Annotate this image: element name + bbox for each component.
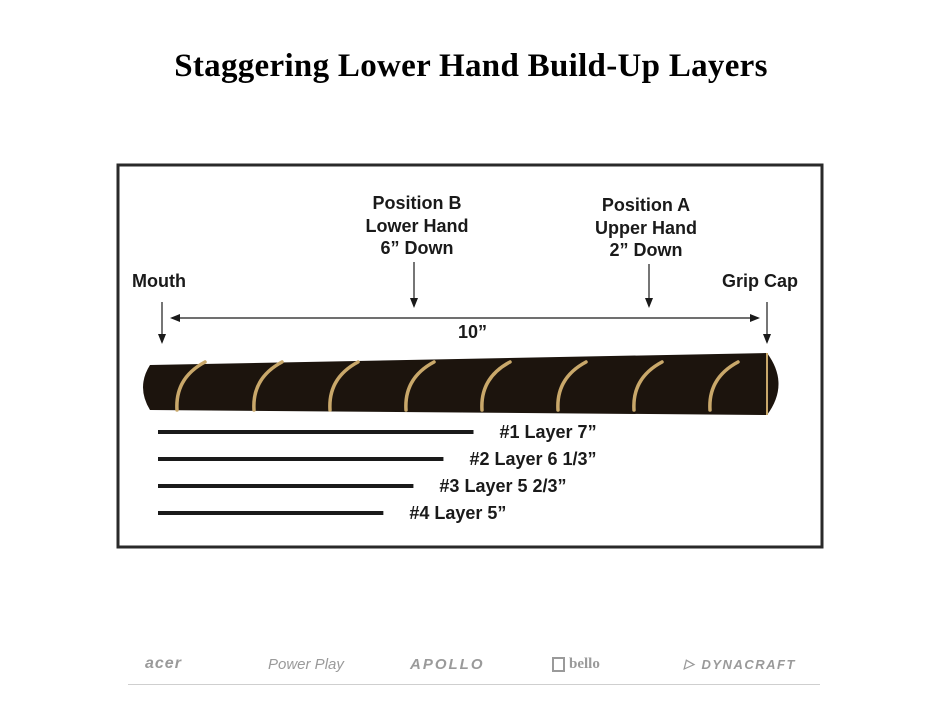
span-label: 10” bbox=[458, 322, 488, 342]
slide-title: Staggering Lower Hand Build-Up Layers bbox=[174, 48, 768, 84]
layer-label: #3 Layer 5 2/3” bbox=[439, 476, 567, 496]
dynacraft-arrow-icon: ▷ bbox=[684, 656, 696, 671]
apollo-logo: APOLLO bbox=[410, 655, 485, 673]
footer-rule bbox=[128, 684, 820, 685]
position-a-hand: Upper Hand bbox=[594, 218, 698, 238]
position-a-title: Position A bbox=[601, 195, 691, 215]
bello-mark-icon bbox=[552, 657, 565, 672]
position-b-title: Position B bbox=[372, 193, 462, 213]
bello-logo bbox=[552, 652, 600, 676]
grip-cap-label: Grip Cap bbox=[722, 271, 799, 291]
power-play-logo: Power Play bbox=[268, 655, 344, 673]
position-b-hand: Lower Hand bbox=[365, 216, 469, 236]
layer-label: #1 Layer 7” bbox=[499, 422, 597, 442]
position-a-distance: 2” Down bbox=[609, 240, 683, 260]
layer-label: #4 Layer 5” bbox=[409, 503, 507, 523]
bello-text: bello bbox=[569, 655, 600, 672]
acer-logo: acer bbox=[145, 655, 182, 672]
mouth-label: Mouth bbox=[132, 271, 186, 291]
dynacraft-logo bbox=[684, 652, 796, 676]
position-b-distance: 6” Down bbox=[380, 238, 454, 258]
dynacraft-text: DYNACRAFT bbox=[701, 656, 796, 672]
layer-label: #2 Layer 6 1/3” bbox=[469, 449, 597, 469]
